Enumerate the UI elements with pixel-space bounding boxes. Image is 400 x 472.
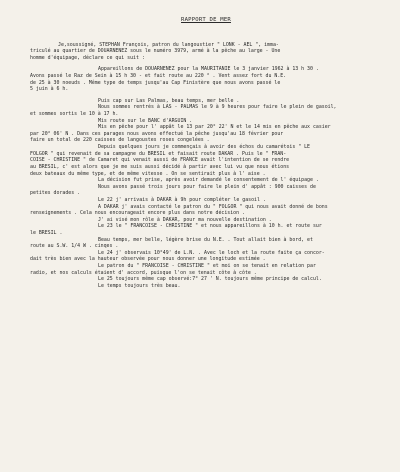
text-line: radio, et nos calculs étaient d' accord, puisque l'on se tenait côte à côte . xyxy=(30,269,257,276)
text-line: triculé au quartier de DOUARNENEZ sous le numéro 3979, armé à la pêche au large - Une xyxy=(30,48,281,55)
text-line: le BRESIL . xyxy=(30,230,63,236)
text-line: deux bateaux du même type, et de même vitesse . On se sentirait plus à l' aise . xyxy=(30,170,266,177)
text-line: petites dorades . xyxy=(30,190,81,197)
text-line: faire un total de 220 caisses de langoustes roses congelées . xyxy=(30,137,210,144)
text-line: Appareillons de DOUARNENEZ pour la MAURITANIE le 3 janvier 1962 à 13 h 30 . xyxy=(98,66,319,73)
text-line: Depuis quelques jours je commençais à avoir des échos du camarétois " LE xyxy=(98,144,310,151)
text-line: 5 juin à 6 h. xyxy=(30,86,69,93)
text-line: par 20° 06' N . Dans ces parages nous avons effectué la pêche jusqu'au 18 février pour xyxy=(30,130,284,137)
text-line: FOLGOR " qui revenait de sa campagne du BRESIL et faisait route DAKAR . Puis le " FRAN- xyxy=(30,150,287,157)
text-line: route au S.W. 1/4 W . cinqes . xyxy=(30,243,119,250)
document-body xyxy=(30,42,382,290)
text-line: Je,soussigné, STEPHAN François, patron du langoustier " LONK - AEL ", imma- xyxy=(58,41,279,48)
text-line: Le 23 le " FRANCOISE - CHRISTINE " et nous appareillons à 10 h. et route sur xyxy=(98,223,322,230)
text-line: La décision fut prise, après avoir demandé le consentement de l' équipage . xyxy=(98,177,319,184)
text-line: Beau temps, mer belle, légère brise du N.E. . Tout allait bien à bord, et xyxy=(98,236,313,243)
text-line: Le 24 j' observais 10°49' de L.N. . Avec le loch et la route faite ça concor- xyxy=(98,249,325,256)
text-line: Le 25 toujours même cap observé:7° 27 ' N. toujours même principe de calcul. xyxy=(98,276,322,283)
text-line: au BRESIL, c' est alors que je me suis aussi décidé à partir avec lui vu que nous étions xyxy=(30,163,290,170)
text-line: homme d'équipage, déclare ce qui suit : xyxy=(30,54,145,61)
text-line: J' ai visé mon rôle à DAKAR, pour ma nouvelle destination . xyxy=(98,216,272,223)
text-line: Le temps toujours très beau. xyxy=(98,282,181,289)
text-line: A DAKAR j' avais contacté le patron du " FOLGOR " qui nous avait donné de bons xyxy=(98,203,328,210)
text-line: Mis route sur le BANC d'ARGUIN . xyxy=(98,117,193,124)
text-line: de 25 à 30 noeuds . Même type de temps jusqu'au Cap Finistère que nous avons passé le xyxy=(30,79,281,86)
text-line: Puis cap sur Las Palmas, beau temps, mer belle . xyxy=(98,97,240,104)
text-line: Le 22 j' arrivais à DAKAR à 9h pour compléter le gasoil . xyxy=(98,196,266,203)
text-line: Avons passé le Raz de Sein à 15 h 30 - et fait route au 220 ° . Vent assez fort du N.E. xyxy=(30,72,287,79)
text-line: Mis en pêche pour l' appât le 13 par 20° 22' N et le 14 mis en pêche aux casier xyxy=(98,124,331,131)
text-line: Nous sommes rentrés à LAS - PALMAS le 9 à 9 heures pour faire le plein de gasoil, xyxy=(98,104,337,111)
text-line: COISE - CHRISTINE " de Camaret qui venait aussi de FRANCE avait l'intention de se rendre xyxy=(30,157,290,164)
text-line: renseignements . Cela nous encourageait encore plus dans notre décision . xyxy=(30,210,245,217)
text-line: et sommes sortis le 10 à 17 h. xyxy=(30,111,119,118)
text-line: Nous avons passé trois jours pour faire le plein d' appât : 900 caisses de xyxy=(98,183,316,190)
document-title: RAPPORT DE MER xyxy=(181,17,231,23)
text-line: Le patron du " FRANCOISE - CHRISTINE " et moi on se tenait en relation par xyxy=(98,263,316,270)
text-line: dait très bien avec la hauteur observée pour nous donner une longitude estimée . xyxy=(30,256,266,263)
